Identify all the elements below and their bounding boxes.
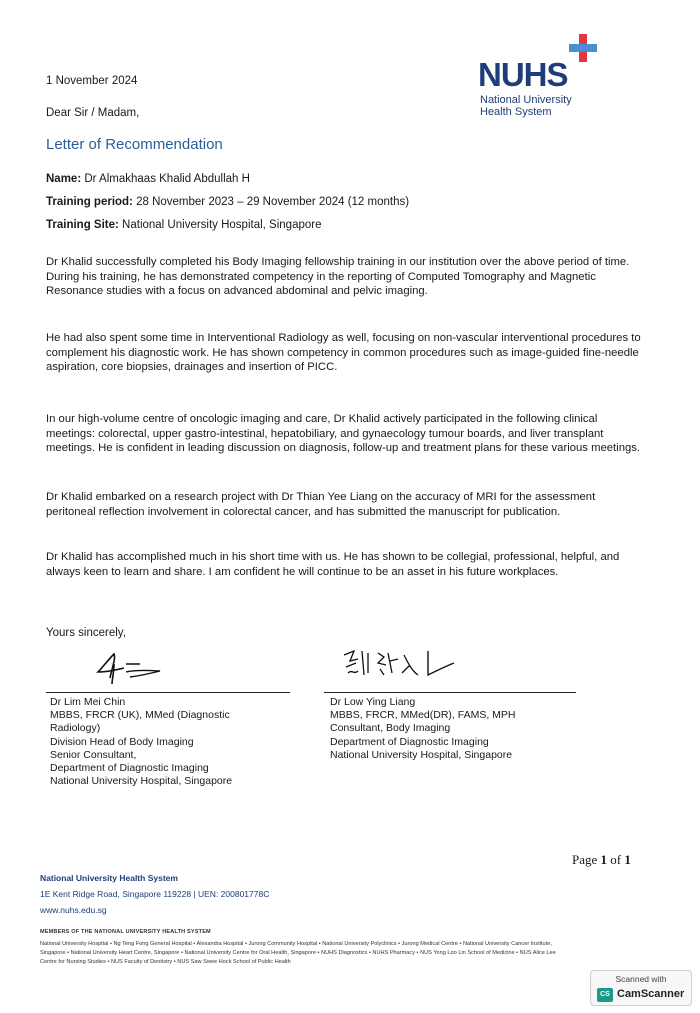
info-training-period: [46, 196, 409, 208]
paragraph-1: Dr Khalid successfully completed his Body Imaging fellowship training in our institution over the above period of time. During his training, he has demonstrated competency in the reporting of Computed Tomography and Magnetic Resonance studies with a focus on advanced abdominal and pelvic imaging.: [46, 256, 630, 297]
nuhs-logo: [478, 34, 608, 124]
logo-wordmark: NUHS: [478, 56, 568, 93]
info-training-site: [46, 219, 321, 231]
signatory-2: [330, 696, 580, 762]
page-total: 1: [624, 852, 631, 867]
footer-address: 1E Kent Ridge Road, Singapore 119228 | UEN: 200801778C: [40, 889, 270, 899]
signatory-1-hospital: National University Hospital, Singapore: [50, 775, 233, 788]
signatory-1-name: Dr Lim Mei Chin: [50, 696, 126, 708]
period-value: 28 November 2023 – 29 November 2024 (12 months): [136, 196, 410, 208]
camscanner-name: CamScanner: [617, 988, 685, 1000]
info-name: [46, 173, 250, 185]
name-value: Dr Almakhaas Khalid Abdullah H: [84, 173, 250, 185]
signatory-1-qualifications-cont: Radiology): [50, 722, 101, 735]
footer-website: www.nuhs.edu.sg: [40, 905, 107, 915]
camscanner-watermark: [590, 970, 692, 1006]
camscanner-icon: CS: [597, 988, 613, 1002]
logo-subtitle: [480, 94, 572, 118]
signature-2-image: [340, 645, 460, 683]
signature-line-2: [324, 692, 576, 693]
site-label: Training Site:: [46, 219, 119, 231]
page-label: Page: [572, 852, 598, 867]
name-label: Name:: [46, 173, 82, 185]
signatory-1-role: Division Head of Body Imaging: [50, 735, 194, 748]
signatory-2-position: Consultant, Body Imaging: [330, 722, 451, 735]
paragraph-3: In our high-volume centre of oncologic imaging and care, Dr Khalid actively participated in the following clinical meetings: colorectal, upper gastro-intestinal, hepatobiliary, and gynaecology tumour boards, and liver transplant meetings. He is confident in leading discussion on diagnosis, follow-up and treatment plans for these various meetings.: [46, 413, 641, 454]
signatory-1: [50, 696, 300, 788]
signatory-1-department: Department of Diagnostic Imaging: [50, 762, 209, 775]
signatory-2-qualifications: MBBS, FRCR, MMed(DR), FAMS, MPH: [330, 709, 516, 722]
paragraph-2: He had also spent some time in Interventional Radiology as well, focusing on non-vascular interventional procedures to complement his diagnostic work. He has shown competency in common procedures such as image-guided fine-needle aspiration, core biopsies, drainages and insertion of PICC.: [46, 332, 641, 373]
scanned-with-text: Scanned with: [615, 974, 667, 984]
members-title: MEMBERS OF THE NATIONAL UNIVERSITY HEALTH SYSTEM: [40, 929, 211, 935]
nuhs-cross-icon: [568, 34, 598, 62]
signature-1-image: [90, 650, 170, 686]
signatory-2-department: Department of Diagnostic Imaging: [330, 735, 489, 748]
closing: Yours sincerely,: [46, 627, 126, 639]
signatory-1-position: Senior Consultant,: [50, 748, 137, 761]
logo-line-2: Health System: [480, 106, 552, 118]
signatory-2-name: Dr Low Ying Liang: [330, 696, 416, 708]
page-number: [572, 852, 631, 868]
site-value: National University Hospital, Singapore: [122, 219, 322, 231]
members-list: National University Hospital • Ng Teng Fong General Hospital • Alexandra Hospital • Jurong Community Hospital • National University Polyclinics • Jurong Medical Centre • National University Cancer Institute, Singapore • National University Heart Centre, Singapore • National University Centre for Oral Health, Singapore • NUHS Diagnostics • NUHS Pharmacy • NUS Yong Loo Lin School of Medicine • NUS Alice Lee Centre for Nursing Studies • NUS Faculty of Dentistry • NUS Saw Swee Hock School of Public Health: [40, 941, 556, 966]
paragraph-4: Dr Khalid embarked on a research project with Dr Thian Yee Liang on the accuracy of MRI for the assessment peritoneal reflection involvement in colorectal cancer, and has submitted the manuscript for publication.: [46, 491, 596, 518]
paragraph-5: Dr Khalid has accomplished much in his short time with us. He has shown to be collegial, professional, helpful, and always keen to learn and share. I am confident he will continue to be an asset in his future workplaces.: [46, 551, 620, 578]
signature-line-1: [46, 692, 290, 693]
period-label: Training period:: [46, 196, 133, 208]
page-of: of: [610, 852, 622, 867]
logo-line-1: National University: [480, 94, 572, 106]
footer-org: National University Health System: [40, 873, 178, 883]
letter-title: Letter of Recommendation: [46, 136, 223, 153]
letter-date: 1 November 2024: [46, 75, 138, 87]
signatory-2-hospital: National University Hospital, Singapore: [330, 748, 513, 761]
page-current: 1: [600, 852, 608, 867]
salutation: Dear Sir / Madam,: [46, 107, 140, 119]
signatory-1-qualifications: MBBS, FRCR (UK), MMed (Diagnostic: [50, 709, 230, 722]
